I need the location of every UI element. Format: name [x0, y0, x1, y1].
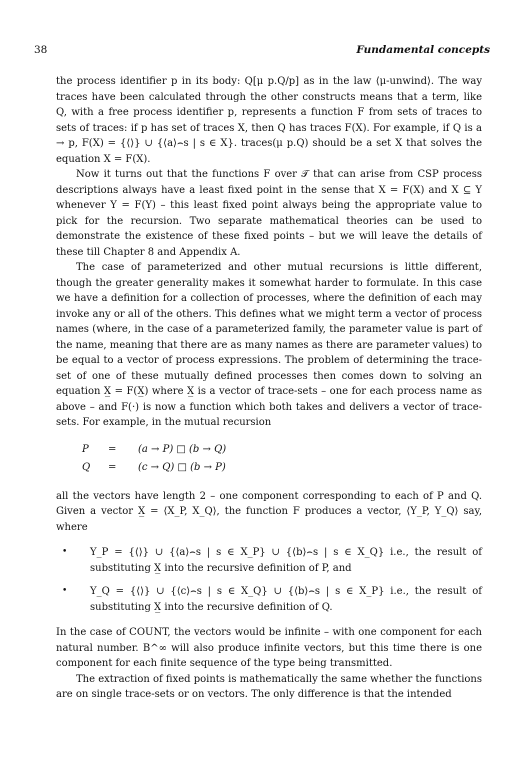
equation-rhs: (c → Q) □ (b → P)	[138, 461, 226, 473]
page-header	[34, 44, 490, 58]
paragraph: The extraction of fixed points is mathematically the same whether the functions are on single trace-sets or on vectors. The only difference is that the intended	[56, 673, 482, 700]
bullet-text: Y_P = {⟨⟩} ∪ {⟨a⟩⌢s | s ∈ X_P} ∪ {⟨b⟩⌢s | s ∈ X_Q} i.e., the result of substituting X̲ into the recursive definition of P, and	[90, 547, 482, 574]
page-number: 38	[34, 44, 48, 56]
bullet-item	[56, 545, 482, 576]
equation-operator: =	[108, 461, 117, 473]
paragraph: The case of parameterized and other mutual recursions is little different, though the greater generality makes it somewhat harder to formulate. In this case we have a definition for a collection of processes, where the definition of each may invoke any or all of the others. This defines what we might term a vector of process names (where, in the case of a parameterized family, the parameter value is part of the name, meaning that there are as many names as there are parameter values) to be equal to a vector of process expressions. The problem of determining the trace-set of one of these mutually defined processes then comes down to solving an equation X̲ = F(X̲) where X̲ is a vector of trace-sets – one for each process name as above – and F(·) is now a function which both takes and delivers a vector of trace-sets. For example, in the mutual recursion	[56, 262, 482, 428]
paragraph: In the case of COUNT, the vectors would be infinite – with one component for each natural number. B^∞ will also produce infinite vectors, but this time there is one component for each finite sequence of the type being transmitted.	[56, 627, 482, 669]
bullet-item	[56, 584, 482, 615]
mutual-recursion-equations	[82, 441, 482, 477]
equation-row	[82, 441, 482, 459]
bullet-text: Y_Q = {⟨⟩} ∪ {⟨c⟩⌢s | s ∈ X_Q} ∪ {⟨b⟩⌢s | s ∈ X_P} i.e., the result of substituting X̲ into the recursive definition of Q.	[90, 586, 482, 613]
paragraph: Now it turns out that the functions F over 𝒯 that can arise from CSP process descriptions always have a least fixed point in the sense that X = F(X) and X ⊆ Y whenever Y = F(Y) – this least fixed point always being the appropriate value to pick for the recursion. Two separate mathematical theories can be used to demonstrate the existence of these fixed points – but we will leave the details of these till Chapter 8 and Appendix A.	[56, 169, 482, 258]
running-head: Fundamental concepts	[356, 44, 490, 56]
page-body	[56, 74, 482, 703]
equation-rhs: (a → P) □ (b → Q)	[138, 443, 227, 455]
bullet-icon: •	[62, 547, 68, 557]
equation-operator: =	[108, 443, 117, 455]
paragraph: the process identifier p in its body: Q[μ p.Q/p] as in the law ⟨μ-unwind⟩. The way traces have been calculated through the other constructs means that a term, like Q, with a free process identifier p, represents a function F from sets of traces to sets of traces: if p has set of traces X, then Q has traces F(X). For example, if Q is a → p, F(X) = {⟨⟩} ∪ {⟨a⟩⌢s | s ∈ X}. traces(μ p.Q) should be a set X that solves the equation X = F(X).	[56, 76, 482, 165]
paragraph: all the vectors have length 2 – one component corresponding to each of P and Q. Given a vector X̲ = ⟨X_P, X_Q⟩, the function F produces a vector, ⟨Y_P, Y_Q⟩ say, where	[56, 490, 482, 533]
bullet-icon: •	[62, 586, 68, 596]
equation-row	[82, 459, 482, 477]
bullet-list	[56, 545, 482, 615]
equation-lhs: P	[82, 443, 89, 455]
equation-lhs: Q	[82, 461, 91, 473]
